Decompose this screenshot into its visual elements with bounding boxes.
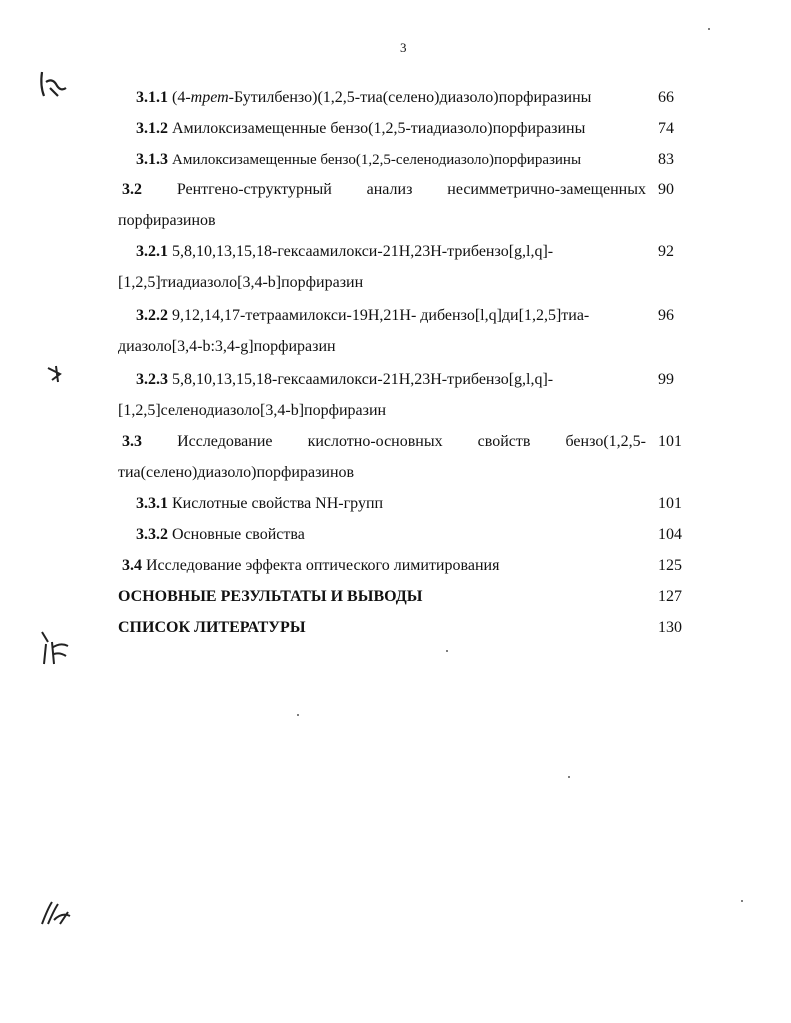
toc-number: 3.4 — [122, 557, 142, 574]
toc-heading: СПИСОК ЛИТЕРАТУРЫ — [118, 619, 306, 636]
toc-number: 3.1.3 — [136, 151, 168, 168]
toc-number: 3.3.1 — [136, 495, 168, 512]
toc-number: 3.3 — [122, 433, 142, 450]
toc-number: 3.2.1 — [136, 243, 168, 260]
toc-entry-3-2 — [118, 174, 688, 236]
toc-word: свойств — [477, 433, 531, 450]
toc-text: Амилоксизамещенные бензо(1,2,5-тиадиазоло)порфиразины — [172, 120, 586, 137]
toc-heading: ОСНОВНЫЕ РЕЗУЛЬТАТЫ И ВЫВОДЫ — [118, 588, 423, 605]
toc-page: 92 — [658, 243, 674, 260]
toc-number: 3.1.1 — [136, 89, 168, 106]
toc-page: 83 — [658, 151, 674, 168]
scan-speck — [708, 28, 710, 30]
toc-text: Амилоксизамещенные бензо(1,2,5-селенодиазоло)порфиразины — [172, 152, 582, 168]
toc-entry-3-4 — [118, 550, 688, 581]
toc-continuation: [1,2,5]селенодиазоло[3,4-b]порфиразин — [118, 402, 387, 419]
toc-entry-3-2-1 — [118, 236, 688, 298]
toc-page: 101 — [658, 433, 682, 450]
toc-text: Исследование эффекта оптического лимитирования — [146, 557, 500, 574]
toc-page: 127 — [658, 588, 682, 605]
scan-speck — [741, 900, 743, 902]
toc-entry-3-2-2 — [118, 300, 688, 362]
toc-continuation: порфиразинов — [118, 212, 216, 229]
handwritten-mark-icon — [38, 898, 74, 928]
handwritten-mark-icon — [44, 362, 68, 384]
toc-number: 3.1.2 — [136, 120, 168, 137]
toc-text: (4- — [172, 89, 191, 106]
toc-number: 3.2.3 — [136, 371, 168, 388]
toc-entry-3-3 — [118, 426, 688, 488]
toc-text: Кислотные свойства NH-групп — [172, 495, 384, 512]
toc-page: 125 — [658, 557, 682, 574]
toc-page: 96 — [658, 307, 674, 324]
toc-text: 5,8,10,13,15,18-гексаамилокси-21Н,23Н-трибензо[g,l,q]- — [172, 243, 554, 260]
toc-entry-3-1-3 — [118, 144, 688, 176]
toc-entry-3-1-1 — [118, 82, 688, 113]
scan-speck — [297, 714, 299, 716]
toc-word: Рентгено-структурный — [176, 181, 332, 198]
toc-entry-results — [118, 581, 688, 612]
handwritten-mark-icon — [38, 628, 72, 668]
handwritten-mark-icon — [36, 66, 70, 102]
toc-text-rest: -Бутилбензо)(1,2,5-тиа(селено)диазоло)порфиразины — [228, 89, 592, 106]
toc-word: кислотно-основных — [307, 433, 443, 450]
toc-continuation: [1,2,5]тиадиазоло[3,4-b]порфиразин — [118, 274, 364, 291]
toc-entry-3-2-3 — [118, 364, 688, 426]
toc-continuation: диазоло[3,4-b:3,4-g]порфиразин — [118, 338, 336, 355]
toc-page: 99 — [658, 371, 674, 388]
toc-page: 74 — [658, 120, 674, 137]
toc-entry-3-3-1 — [118, 488, 688, 519]
toc-number: 3.3.2 — [136, 526, 168, 543]
toc-entry-3-3-2 — [118, 519, 688, 550]
toc-text-italic: трет — [190, 89, 229, 106]
toc-page: 101 — [658, 495, 682, 512]
toc-page: 130 — [658, 619, 682, 636]
page-number: 3 — [400, 40, 407, 55]
toc-word: Исследование — [177, 433, 273, 450]
toc-text: 5,8,10,13,15,18-гексаамилокси-21Н,23Н-трибензо[g,l,q]- — [172, 371, 554, 388]
toc-page: 104 — [658, 526, 682, 543]
toc-page: 90 — [658, 181, 674, 198]
scan-speck — [446, 650, 448, 652]
toc-word: несимметрично-замещенных — [447, 181, 646, 198]
toc-number: 3.2.2 — [136, 307, 168, 324]
toc-entry-references — [118, 612, 688, 643]
toc-word: анализ — [366, 181, 413, 198]
toc-word: бензо(1,2,5- — [565, 433, 646, 450]
toc-text: Основные свойства — [172, 526, 305, 543]
toc-page: 66 — [658, 89, 674, 106]
toc-number: 3.2 — [122, 181, 142, 198]
scan-speck — [568, 776, 570, 778]
toc-continuation: тиа(селено)диазоло)порфиразинов — [118, 464, 355, 481]
toc-entry-3-1-2 — [118, 113, 688, 144]
toc-text: 9,12,14,17-тетраамилокси-19Н,21Н- дибензо[l,q]ди[1,2,5]тиа- — [172, 307, 590, 324]
